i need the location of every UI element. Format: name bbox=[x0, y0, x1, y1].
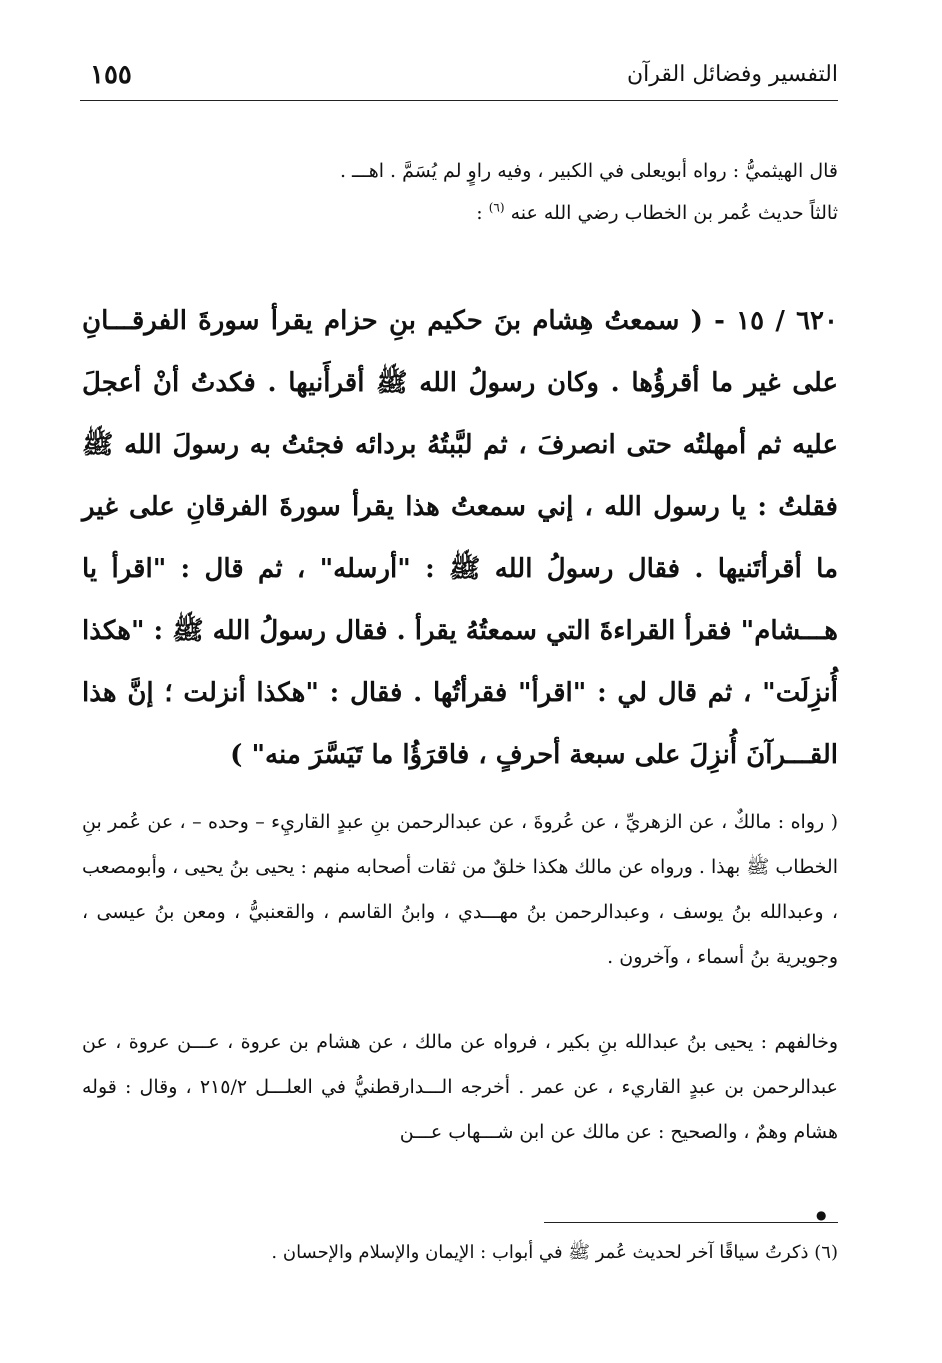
hadith-text: ٦٢٠ / ١٥ - ( سمعتُ هِشام بنَ حكيم بنِ حزام يقرأ سورةَ الفرقـــانِ على غير ما أقرؤُها . وكان رسولُ الله ﷺ أقرأَنيها . فكدتُ أنْ أعجلَ عليه ثم أمهلتُه حتى انصرفَ ، ثم لبَّبتُهُ بردائه فجئتُ به رسولَ الله ﷺ فقلتُ : يا رسول الله ، إني سمعتُ هذا يقرأ سورةَ الفرقانِ على غير ما أقرأتَنيها . فقال رسولُ الله ﷺ : "أرسله" ، ثم قال : "اقرأ يا هـــشام" فقرأ القراءةَ التي سمعتُهُ يقرأ . فقال رسولُ الله ﷺ : "هكذا أُنزِلَت" ، ثم قال لي : "اقرأ" فقرأتُها . فقال : "هكذا أنزلت ؛ إنَّ هذا القـــرآنَ أُنزِلَ على سبعة أحرفٍ ، فاقرَؤُا ما تَيَسَّرَ منه" ) bbox=[82, 306, 838, 770]
header-title: التفسير وفضائل القرآن bbox=[626, 62, 838, 87]
section-heading bbox=[82, 192, 838, 234]
footnote-reference: (٦) bbox=[488, 200, 505, 215]
takhrij-text-2: وخالفهم : يحيى بنُ عبدالله بنِ بكير ، فرواه عن مالك ، عن هشام بن عروة ، عـــن عروة ، عن عبدالرحمن بن عبدٍ القاريء ، عن عمر . أخرجه الـــدارقطنيُّ في العلـــل ٢١٥/٢ ، وقال : قوله هشام وهمٌ ، والصحيح : عن مالك عن ابن شـــهاب عـــن bbox=[82, 1031, 839, 1143]
takhrij-paragraph-1 bbox=[82, 800, 838, 980]
running-header bbox=[78, 60, 838, 100]
section-heading-colon: : bbox=[476, 202, 483, 224]
haythami-note: قال الهيثميُّ : رواه أبويعلى في الكبير ، وفيه راوٍ لم يُسَمَّ . اهـــ . bbox=[339, 160, 838, 182]
takhrij-paragraph-2 bbox=[82, 1020, 838, 1155]
footnote-separator bbox=[544, 1222, 838, 1223]
header-rule bbox=[80, 100, 838, 101]
footnote-separator-dot: ● bbox=[816, 1208, 827, 1222]
takhrij-text-1: ( رواه : مالكٌ ، عن الزهريِّ ، عن عُروةَ ، عن عبدالرحمن بنِ عبدٍ القاريِء – وحده – ، عن عُمر بنِ الخطاب ﷺ بهذا . ورواه عن مالك هكذا خلقٌ من ثقات أصحابه منهم : يحيى بنُ يحيى ، وأبومصعب ، وعبدالله بنُ يوسف ، وعبدالرحمن بنُ مهـــدي ، وابنُ القاسم ، والقعنبيُّ ، ومعن بنُ عيسى ، وجويرية بنُ أسماء ، وآخرون . bbox=[82, 811, 838, 968]
footnote bbox=[82, 1236, 838, 1270]
page-number: ١٥٥ bbox=[90, 60, 132, 90]
section-heading-text: ثالثاً حديث عُمر بن الخطاب رضي الله عنه bbox=[510, 202, 838, 224]
intro-section bbox=[82, 150, 838, 234]
hadith-text-block bbox=[82, 290, 838, 786]
footnote-text: (٦) ذكرتُ سياقًا آخر لحديث عُمر ﷺ في أبواب : الإيمان والإسلام والإحسان . bbox=[271, 1242, 838, 1263]
